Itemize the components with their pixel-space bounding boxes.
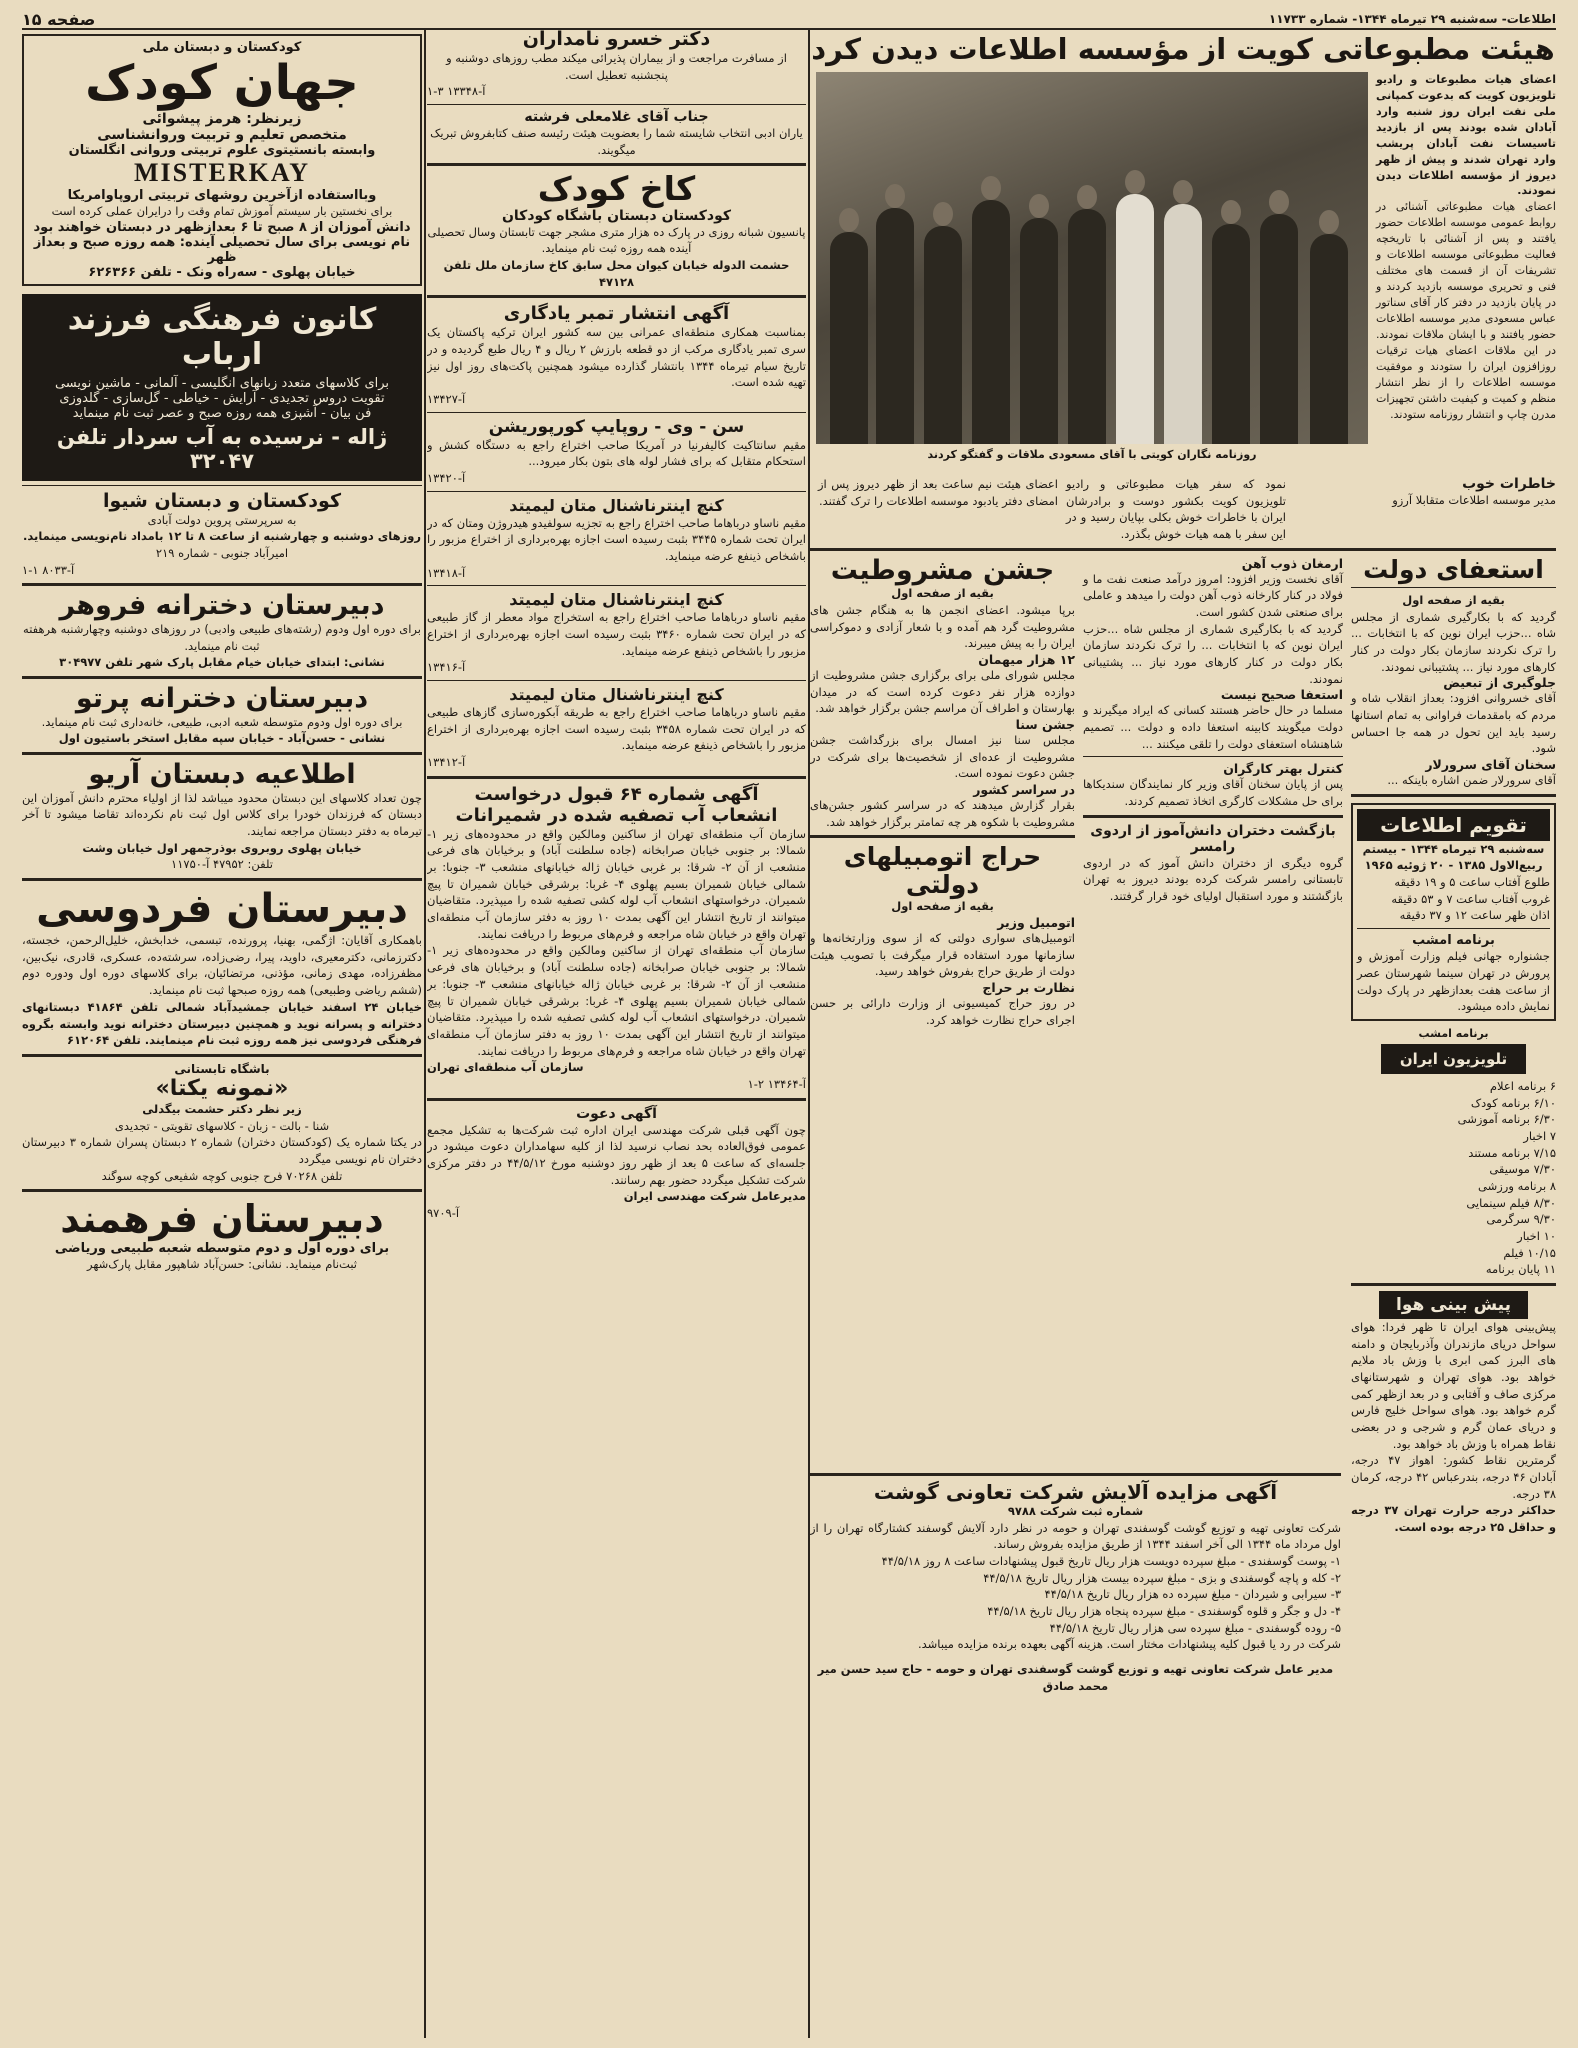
tv-program-item: ۶ برنامه اعلام bbox=[1489, 1078, 1556, 1093]
meat-list bbox=[810, 1553, 1341, 1636]
calendar-line1: سه‌شنبه ۲۹ تیرماه ۱۳۴۴ - بیستم ربیع‌الاول ۱۳۸۵ - ۲۰ ژوئیه ۱۹۶۵ bbox=[1362, 841, 1545, 873]
weather-box bbox=[1351, 1291, 1556, 1536]
calendar-line2: طلوع آفتاب ساعت ۵ و ۱۹ دقیقه bbox=[1394, 875, 1550, 890]
meat-lot-item: ۵- روده گوسفندی - مبلغ سپرده سی هزار ریال تاریخ ۴۴/۵/۱۸ bbox=[1049, 1620, 1341, 1635]
lead-headline: هیئت مطبوعاتی کویت از مؤسسه اطلاعات دیدن کرد bbox=[811, 32, 1555, 66]
lower-right-columns bbox=[810, 556, 1556, 1536]
khosro-code: آ-۱۳۳۴۸ ۳-۱ bbox=[427, 84, 486, 99]
calendar-line4: اذان ظهر ساعت ۱۲ و ۳۷ دقیقه bbox=[1399, 908, 1550, 923]
invite-code: آ-۹۷۰۹ bbox=[427, 1205, 460, 1220]
resign-sub3-text: آقای نخست وزیر افزود: امروز درآمد صنعت نفت ما و فولاد در کنار کارخانه ذوب آهن دولت را میدهد و عاملی برای صنعتی شدن کشور است. bbox=[1083, 571, 1343, 619]
calendar-title: تقویم اطلاعات bbox=[1357, 809, 1550, 841]
constitution-sub1-text: مجلس شورای ملی برای برگزاری جشن مشروطیت از دوازده هزار نفر دعوت کرده است که در میدان بهارستان و اطراف آن مراسم جشن برگزار خواهد شد. bbox=[810, 667, 1075, 716]
camp-text: گروه دیگری از دختران دانش آموز که در اردوی تابستانی رامسر شرکت کرده بودند دیروز به تهران بازگشتند و مورد استقبال اولیای خود قرار گرفتند. bbox=[1083, 855, 1343, 903]
kids-world-title: جهان کودک bbox=[85, 55, 359, 111]
calendar-box bbox=[1351, 803, 1556, 1021]
natl3-code: آ-۱۳۴۱۲ bbox=[427, 755, 466, 770]
resign-column bbox=[1351, 556, 1556, 1536]
yekta-kicker: باشگاه تابستانی bbox=[174, 1061, 270, 1076]
kids-world-line3: وابسته بانستیتوی علوم تربیتی وروانی انگلستان bbox=[68, 143, 376, 158]
invite-sign: مدیرعامل شرکت مهندسی ایران bbox=[623, 1189, 806, 1204]
constitution-sub3-text: بقرار گزارش میدهند که در سراسر کشور جشن‌های مشروطیت با شکوه هر چه تمامتر برگزار خواهد شد. bbox=[810, 797, 1075, 829]
yekta-line1: زیر نظر دکتر حشمت بیگدلی bbox=[142, 1101, 302, 1116]
constitution-text: برپا میشود. اعضای انجمن ها به هنگام جشن های مشروطیت گرد هم آمده و با شعار آزادی و دموکراسی ایران را به پیش میبرند. bbox=[810, 602, 1075, 651]
farshteh-text: یاران ادبی انتخاب شایسته شما را بعضویت هیئت رئیسه صنف کتابفروش تبریک میگویند. bbox=[430, 126, 803, 157]
yekta-line4: تلفن ۷۰۲۶۸ فرح جنوبی کوچه شفیعی کوچه سوگند bbox=[101, 1168, 343, 1183]
lead-intro: اعضای هیات مطبوعات و رادیو تلویزیون کویت که بدعوت کمپانی ملی نفت ایران روز شنبه وارد آبادان شده بودند پس از بازدید تاسیسات نفت آبادان پریشب وارد تهران شدند و پیش از ظهر دیروز از مؤسسه اطلاعات دیدن نمودند. bbox=[1376, 72, 1556, 198]
kanoon-ad bbox=[22, 294, 422, 481]
water-sign: سازمان آب منطقه‌ای تهران bbox=[427, 1060, 584, 1075]
khosro-title: دکتر خسرو نامداران bbox=[522, 28, 711, 50]
kakh-text: پانسیون شبانه روزی در پارک ده هزار متری مشجر جهت تابستان وسال تحصیلی آینده همه روزه ثبت نام مینماید. bbox=[427, 224, 806, 256]
parto-title: دبیرستان دخترانه پرتو bbox=[75, 683, 369, 715]
tv-program-item: ۸ برنامه ورزشی bbox=[1478, 1178, 1556, 1193]
forouhar-title: دبیرستان دخترانه فروهر bbox=[59, 590, 385, 622]
tonight-text: جشنواره جهانی فیلم وزارت آموزش و پرورش در تهران سینما شهرستان عصر از ساعت هفت بعدازظهر در پارک دولت نمایش داده میشود. bbox=[1357, 949, 1550, 1014]
meat-lot-item: ۴- دل و جگر و قلوه گوسفندی - مبلغ سپرده پنجاه هزار ریال تاریخ ۴۴/۵/۱۸ bbox=[987, 1604, 1341, 1619]
parto-address: نشانی - حسن‌آباد - خیابان سپه مقابل استخر باستیون اول bbox=[58, 731, 386, 746]
tv-box bbox=[1351, 1027, 1556, 1278]
kids-world-line2: متخصص تعلیم و تربیت وروانشناسی bbox=[97, 127, 347, 143]
resign-cont: بقیه از صفحه اول bbox=[1402, 593, 1505, 608]
camp-title: بازگشت دختران دانش‌آموز از اردوی رامسر bbox=[1090, 822, 1336, 855]
auction-cont: بقیه از صفحه اول bbox=[891, 899, 994, 914]
ferdowsi-address: خیابان ۲۴ اسفند خیابان جمشیدآباد شمالی تلفن ۴۱۸۶۴ دبستانهای دخترانه و پسرانه نوید و همچنین دبیرستان دخترانه نوید وابسته بگروه فرهنگی فردوسی نیز همه روزه ثبت نام مینمایند. تلفن ۶۱۲۰۶۴ bbox=[22, 999, 422, 1048]
tv-program-item: ۶/۱۰ برنامه کودک bbox=[1470, 1095, 1556, 1110]
auction-sub3: نظارت بر حراج bbox=[982, 980, 1075, 996]
lead-after-photo-2: نمود که سفر هیات مطبوعاتی و رادیو تلویزیون کویت بکشور دوست و برادرشان ایران با خاطرات خوش بکلی بپایان رسید و در این سفر با همه هیات خوش بگذرد. bbox=[1066, 476, 1286, 541]
natl2-title: کنچ اینترناشنال متان لیمیتد bbox=[509, 590, 724, 610]
kakh-address: حشمت الدوله خیابان کیوان محل سابق کاخ سازمان ملل تلفن ۴۷۱۲۸ bbox=[443, 258, 790, 289]
constitution-sub2: جشن سنا bbox=[1015, 716, 1075, 732]
water-text-2: سازمان آب منطقه‌ای تهران از ساکنین ومالکین واقع در محدوده‌های زیر ۱- شمالا: بر جنوبی خیابان صرابخانه (جاده سلطنت آباد) و برخیابان های فرعی منشعب از آن ۲- شرقا: بر غربی خیابان ژاله خیابانهای منشعب ۳- جنوبا: بر شمالی خیابان شمیران بسیم پهلوی ۴- غربا: برشرقی خیابان شمیران تا پیچ شمیران. درخواستهای انشعاب آب لوله کشی تصفیه شده را میپذیرد. متقاضیان میتوانند از تاریخ انتشار این آگهی بمدت ۱۰ روز به دفتر سازمان آب منطقه‌ای تهران واقع در خیابان شاه مراجعه و فرم‌های مربوط را دریافت نمایند. bbox=[427, 943, 806, 1058]
tv-program-item: ۱۱ پایان برنامه bbox=[1485, 1262, 1556, 1277]
kids-world-line8: خیابان پهلوی - سه‌راه ونک - تلفن ۶۲۶۳۶۶ bbox=[88, 264, 356, 280]
tv-label: برنامه امشب bbox=[1418, 1026, 1489, 1040]
kakh-line1: کودکستان دبستان باشگاه کودکان bbox=[501, 207, 732, 224]
resign-sub3: ارمغان ذوب آهن bbox=[1241, 555, 1343, 571]
stamp-text: بمناسبت همکاری منطقه‌ای عمرانی بین سه کشور ایران ترکیه پاکستان یک سری تمبر یادگاری مرکب از دو قطعه بارزش ۲ ریال و ۴ ریال طبع گردیده و در تاریخ سیام تیرماه ۱۳۴۴ بانتشار گذارده میشود همچنین پاکت‌های روز اول نیز تهیه شده است. bbox=[427, 325, 806, 390]
tv-list bbox=[1351, 1078, 1556, 1278]
water-title-2: انشعاب آب تصفیه شده در شمیرانات bbox=[455, 804, 778, 826]
tv-program-item: ۷/۱۵ برنامه مستند bbox=[1468, 1145, 1556, 1160]
middle-column bbox=[427, 28, 806, 2038]
memories-text: مدیر موسسه اطلاعات متقابلا آرزو bbox=[1392, 492, 1556, 507]
lead-after-photo: اعضای هیئت نیم ساعت بعد از ظهر دیروز پس از امضای دفتر یادبود موسسه اطلاعات را ترک گفتند. bbox=[818, 476, 1058, 508]
natl3-text: مقیم ناساو درباهاما صاحب اختراع راجع به طریقه آبکوره‌سازی گازهای طبیعی که در ایران تحت شماره ۳۴۵۸ بثبت رسیده است اجازه بهره‌برداری از اختراع مزبور را باشخاص ذینفع عرضه مینماید. bbox=[427, 705, 806, 753]
resign-sub2: سخنان آقای سرورلار bbox=[1425, 757, 1556, 773]
constitution-cont: بقیه از صفحه اول bbox=[891, 586, 994, 601]
khosro-text: از مسافرت مراجعت و از بیماران پذیرائی میکند مطب روزهای دوشنبه و پنجشنبه تعطیل است. bbox=[446, 51, 787, 82]
right-wide-area bbox=[810, 28, 1556, 2038]
auction-sub3-text: در روز حراج کمیسیونی از وزارت دارائی بر حسن اجرای حراج نظارت خواهد کرد. bbox=[810, 996, 1075, 1027]
auction-sub1-text: اتومبیل‌های سواری دولتی که از سوی وزارتخانه‌ها و سازمانها مورد استفاده قرار میگرفت با تصویب هیئت دولت از طریق حراج بفروش خواهد رسید. bbox=[810, 931, 1075, 979]
constitution-column bbox=[810, 556, 1075, 1536]
kanoon-line1: برای کلاسهای متعدد زبانهای انگلیسی - آلمانی - ماشین نویسی bbox=[54, 375, 390, 391]
kakh-title: کاخ کودک bbox=[537, 169, 696, 209]
ferdowsi-title: دبیرستان فردوسی bbox=[36, 886, 408, 933]
invite-title: آگهی دعوت bbox=[576, 1105, 657, 1122]
shiva-code: آ-۸۰۳۳ ۱-۱ bbox=[22, 562, 75, 577]
cv-text: مقیم سانتاکیت کالیفرنیا در آمریکا صاحب اختراع راجع به دستگاه کشش و استحکام متقابل که برای فشار لوله های بتون بکار میرود... bbox=[427, 437, 806, 469]
kids-world-line6: دانش آموزان از ۸ صبح تا ۶ بعدازظهر در دبستان خواهند بود bbox=[33, 219, 411, 235]
left-column bbox=[22, 28, 422, 2038]
aryo-code: تلفن: ۴۷۹۵۲ آ-۱۱۷۵۰ bbox=[171, 857, 273, 872]
constitution-sub2-text: مجلس سنا نیز امسال برای بزرگداشت جشن مشروطیت از عده‌ای از شخصیت‌ها برای شرکت در جشن دعوت نموده است. bbox=[810, 732, 1075, 781]
auction-sub2: کنترل بهتر کارگران bbox=[1223, 761, 1343, 777]
natl1-title: کنچ اینترناشنال متان لیمیتد bbox=[509, 495, 724, 515]
meat-text: شرکت تعاونی تهیه و توزیع گوشت گوسفندی تهران و حومه در نظر دارد آلایش گوسفند کشتارگاه تهران را از اول مرداد ماه ۱۳۴۴ الی آخر اسفند ۱۳۴۴ از طریق مزایده بفروش رساند. bbox=[810, 1520, 1341, 1552]
water-title-1: آگهی شماره ۶۴ قبول درخواست bbox=[474, 783, 759, 805]
natl2-text: مقیم ناساو درباهاما صاحب اختراع راجع به استخراج مواد معطر از گاز طبیعی که در ایران تحت شماره ۳۴۶۰ بثبت رسیده است اجازه بهره‌برداری از اختراع مزبور را باشخاص ذینفع عرضه مینماید. bbox=[427, 610, 806, 658]
farhamand-title: دبیرستان فرهمند bbox=[60, 1197, 384, 1242]
auction-sub2-text: پس از پایان سخنان آقای وزیر کار نمایندگان سندیکاها برای حل مشکلات کارگری اتخاذ تصمیم کردند. bbox=[1083, 777, 1343, 808]
natl1-text: مقیم ناساو درباهاما صاحب اختراع راجع به تجزیه سولفیدو هیدروژن ومتان که در ایران تحت شماره ۳۴۴۵ بثبت رسیده است اجازه بهره‌برداری از اختراع مزبور را باشخاص ذینفع عرضه مینماید. bbox=[427, 515, 806, 564]
lead-photo-block bbox=[816, 72, 1368, 472]
lead-photo-caption: روزنامه نگاران کویتی با آقای مسعودی ملاقات و گفتگو کردند bbox=[927, 447, 1257, 461]
meat-tender bbox=[810, 1468, 1341, 1694]
aryo-title: اطلاعیه دبستان آریو bbox=[88, 759, 356, 791]
shiva-line2: روزهای دوشنبه و چهارشنبه از ساعت ۸ تا ۱۲ بامداد نام‌نویسی مینماید. bbox=[23, 529, 421, 544]
resign-text-b: گردید که با بکارگیری شماری از مجلس شاه ...حزب ایران نوین که با انتخابات ... را ترک نکردند سازمان بکار دولت در کنار کارهای مورد نیاز ... پشتیبانی نمودند. bbox=[1083, 621, 1343, 686]
constitution-sub1: ۱۲ هزار میهمان bbox=[978, 651, 1075, 667]
cv-code: آ-۱۳۴۲۰ bbox=[427, 471, 466, 486]
yekta-line3: در یکتا شماره یک (کودکستان دختران) شماره ۲ دبستان پسران شماره ۳ دبیرستان دختران نام نویسی میگردد bbox=[22, 1135, 422, 1166]
weather-logo: پیش بینی هوا bbox=[1379, 1291, 1528, 1319]
lead-memories bbox=[1294, 476, 1556, 543]
lead-photo bbox=[816, 72, 1368, 444]
forouhar-text: برای دوره اول ودوم (رشته‌های طبیعی وادبی) در روزهای دوشنبه وچهارشنبه هرهفته ثبت نام مینماید. bbox=[23, 622, 421, 653]
middle-right-column bbox=[1083, 556, 1343, 1536]
memories-title: خاطرات خوب bbox=[1462, 475, 1556, 492]
kids-world-latin: MISTERKAY bbox=[134, 158, 310, 187]
lead-text-column bbox=[1376, 72, 1556, 472]
header-date-line: اطلاعات- سه‌شنبه ۲۹ تیرماه ۱۳۴۴- شماره ۱۱۷۳۳ bbox=[1268, 12, 1556, 26]
constitution-sub3: در سراسر کشور bbox=[973, 781, 1075, 797]
farhamand-line2: ثبت‌نام مینماید. نشانی: حسن‌آباد شاهپور مقابل پارک‌شهر bbox=[86, 1257, 358, 1272]
tv-program-item: ۸/۳۰ فیلم سینمایی bbox=[1466, 1195, 1556, 1210]
tv-program-item: ۶/۳۰ برنامه آموزشی bbox=[1457, 1112, 1556, 1127]
header-page-label: صفحه ۱۵ bbox=[22, 9, 96, 29]
yekta-line2: شنا - بالت - زبان - کلاسهای تقویتی - تجدیدی bbox=[114, 1118, 330, 1133]
meat-reg: شماره ثبت شرکت ۹۷۸۸ bbox=[1007, 1504, 1144, 1518]
shiva-line1: به سرپرستی پروین دولت آبادی bbox=[147, 512, 297, 527]
ferdowsi-text: باهمکاری آقایان: اژگمی، بهنیا، پرورنده، تبسمی، خدابخش، خلیل‌الرحمن، خجسته، دکترزمانی، دکترمعیری، داوید، پیرا، رضی‌زاده، سرشته‌ده، عسکری، قادری، نیک‌بین، مظفرزاده، مهدی زمانی، مؤذنی، مرتضائیان، برای کلاسهای دوره اول ودوره دوم (ششم ریاضی وطبیعی) همه روزه صبحها ثبت نام مینماید. bbox=[22, 933, 422, 998]
weather-tehran: حداکثر درجه حرارت تهران ۳۷ درجه و حداقل ۲۵ درجه بوده است. bbox=[1351, 1503, 1556, 1534]
tv-program-item: ۷ اخبار bbox=[1523, 1128, 1556, 1143]
farhamand-line1: برای دوره اول و دوم متوسطه شعبه طبیعی وریاضی bbox=[54, 1241, 390, 1257]
cv-title: سن - وی - روپایپ کورپوریشن bbox=[488, 416, 745, 437]
lead-body: اعضای هیات مطبوعاتی آشنائی در روابط عمومی موسسه اطلاعات حضور یافتند و پس از آشنائی با تاریخچه فعالیت مطبوعاتی موسسه اطلاعات و تشریفات آن از قسمت های مختلف فنی و تحریری موسسه بازدید کردند و در پایان بازدید در دفتر کار آقای سناتور عباس مسعودی مدیر موسسه اطلاعات حضور یافتند و با ایشان ملاقات نمودند. در این ملاقات اعضای هیات ترقیات روزافزون ایران را ستودند و موفقیت موسسه اطلاعات را از نظر انتشار منظم و کمیت و کیفیت داشتن تجهیزات مدرن چاپ و انتشار روزنامه ستودند. bbox=[1376, 200, 1556, 421]
kids-world-ad bbox=[22, 34, 422, 286]
invite-text: چون آگهی قبلی شرکت مهندسی ایران اداره ثبت شرکت‌ها به تشکیل مجمع عمومی فوق‌العاده بحد نصاب نرسید لذا از کلیه سهامداران دعوت میشود در جلسه‌ای که ساعت ۵ بعد از ظهر روز دوشنبه مورخ ۴۴/۵/۱۲ در دفتر مرکزی شرکت تشکیل میگردد حضور بهم رسانند. bbox=[427, 1122, 806, 1187]
natl1-code: آ-۱۳۴۱۸ bbox=[427, 565, 466, 580]
kids-world-line1: زیرنظر: هرمز پیشوائی bbox=[142, 111, 302, 127]
meat-lot-item: ۱- پوست گوسفندی - مبلغ سپرده دویست هزار ریال تاریخ قبول پیشنهادات ساعت ۸ روز ۴۴/۵/۱۸ bbox=[881, 1554, 1341, 1569]
water-code: آ-۱۳۴۶۴ ۲-۱ bbox=[747, 1076, 806, 1091]
kids-world-line5: برای نخستین بار سیستم آموزش تمام وقت را درایران عملی کرده است bbox=[51, 204, 393, 218]
kanoon-title: کانون فرهنگی فرزند ارباب bbox=[67, 301, 377, 372]
resign-sub4-text: مسلما در حال حاضر هستند کسانی که ایراد میگیرند و دولت میگویند کابینه استعفا داده و دولت ... تصمیم شاهنشاه استعفای دولت را تلقی میکنند ... bbox=[1083, 703, 1343, 751]
shiva-line3: امیرآباد جنوبی - شماره ۲۱۹ bbox=[155, 546, 289, 561]
aryo-address: خیابان پهلوی روبروی بوذرجمهر اول خیابان وشت bbox=[82, 840, 362, 855]
resign-sub4: استعفا صحیح نیست bbox=[1220, 687, 1343, 703]
column-rule bbox=[424, 28, 426, 2038]
yekta-title: «نمونه یکتا» bbox=[155, 1075, 289, 1101]
shiva-title: کودکستان و دبستان شیوا bbox=[102, 489, 342, 512]
aryo-text: چون تعداد کلاسهای این دبستان محدود میباشد لذا از اولیاء محترم دانش آموزان این دبستان که فرزندان خودرا برای کلاس اول ثبت نام نکرده‌اند تقاضا میشود تا آخر تیرماه به دفتر دبستان مراجعه نمایند. bbox=[22, 790, 422, 839]
resign-sub1-text: آقای خسروانی افزود: بعداز انقلاب شاه و مردم که بامقدمات فراوانی به تمام استانها رسید باید این تحول در همه جا احساس شود. bbox=[1351, 691, 1556, 756]
weather-text: پیش‌بینی هوای ایران تا ظهر فردا: هوای سواحل دریای مازندران وآذربایجان و دامنه های البرز کمی ابری با وزش باد ملایم خواهد بود. هوای تهران و شهرستانهای مرکزی صاف و آفتابی و در بعد ازظهر کمی گرم خواهد بود. هوای سواحل خلیج فارس و دریای عمان گرم و شرجی و در بعضی نقاط همراه با وزش باد خواهد بود. bbox=[1351, 1319, 1556, 1451]
stamp-title: آگهی انتشار تمبر یادگاری bbox=[503, 303, 730, 325]
tv-program-item: ۱۰/۱۵ فیلم bbox=[1503, 1245, 1556, 1260]
parto-text: برای دوره اول ودوم متوسطه شعبه ادبی، طبیعی، خانه‌داری ثبت نام مینماید. bbox=[41, 714, 403, 729]
meat-title: آگهی مزایده آلایش شرکت تعاونی گوشت bbox=[873, 1480, 1278, 1504]
auction-sub1: اتومبیل وزیر bbox=[997, 915, 1075, 930]
tonight-title: برنامه امشب bbox=[1412, 933, 1495, 949]
weather-rest: گرمترین نقاط کشور: اهواز ۴۷ درجه، آبادان ۴۶ درجه، بندرعباس ۴۲ درجه، کرمان ۳۸ درجه. bbox=[1351, 1453, 1556, 1501]
resign-text: گردید که با بکارگیری شماری از مجلس شاه ...حزب ایران نوین که با انتخابات ... را ترک نکردند سازمان بکار دولت در کنار کارهای مورد نیاز ... پشتیبانی نمودند. bbox=[1351, 609, 1556, 674]
forouhar-address: نشانی: ابتدای خیابان خیام مقابل پارک شهر تلفن ۳۰۴۹۷۷ bbox=[59, 655, 385, 670]
resign-sub2-text: آقای سرورلار ضمن اشاره باینکه ... bbox=[1387, 773, 1556, 788]
meat-sign: مدیر عامل شرکت تعاونی تهیه و توزیع گوشت گوسفندی تهران و حومه - حاج سید حسن میر محمد صادق bbox=[817, 1662, 1334, 1693]
farshteh-title: جناب آقای غلامعلی فرشته bbox=[524, 109, 709, 126]
tv-program-item: ۷/۳۰ موسیقی bbox=[1489, 1162, 1556, 1177]
resign-title: استعفای دولت bbox=[1363, 554, 1544, 584]
kids-world-line4: وبااستفاده ازآخرین روشهای تربیتی اروپاوامریکا bbox=[67, 188, 377, 203]
meat-lot-item: ۲- کله و پاچه گوسفندی و بزی - مبلغ سپرده بیست هزار ریال تاریخ ۴۴/۵/۱۸ bbox=[983, 1570, 1341, 1585]
meat-terms: شرکت در رد یا قبول کلیه پیشنهادات مختار است. هزینه آگهی بعهده برنده مزایده میباشد. bbox=[917, 1637, 1341, 1652]
lead-row bbox=[810, 72, 1556, 472]
tv-logo: تلویزیون ایران bbox=[1381, 1044, 1526, 1074]
tv-program-item: ۹/۳۰ سرگرمی bbox=[1486, 1212, 1556, 1227]
kids-world-kicker: کودکستان و دبستان ملی bbox=[142, 40, 302, 55]
auction-title: حراج اتومبیلهای دولتی bbox=[843, 842, 1042, 899]
resign-sub1: جلوگیری از تبعیض bbox=[1443, 675, 1556, 691]
water-text: سازمان آب منطقه‌ای تهران از ساکنین ومالکین واقع در محدوده‌های زیر ۱- شمالا: بر جنوبی خیابان صرابخانه (جاده سلطنت آباد) و برخیابان های فرعی منشعب از آن ۲- شرقا: بر غربی خیابان ژاله خیابانهای منشعب ۳- جنوبا: بر شمالی خیابان شمیران بسیم پهلوی ۴- غربا: برشرقی خیابان شمیران تا پیچ شمیران. درخواستهای انشعاب آب لوله کشی تصفیه شده را میپذیرد. متقاضیان میتوانند از تاریخ انتشار این آگهی بمدت ۱۰ روز به دفتر سازمان آب منطقه‌ای تهران واقع در خیابان شاه مراجعه و فرم‌های مربوط را دریافت نمایند. bbox=[427, 826, 806, 941]
page-header bbox=[22, 10, 1556, 30]
lead-tail-row bbox=[810, 476, 1556, 543]
kanoon-line3: فن بیان - آشپزی همه روزه صبح و عصر ثبت نام مینماید bbox=[72, 405, 372, 421]
kids-world-line7: نام نویسی برای سال تحصیلی آینده: همه روزه صبح و بعداز ظهر bbox=[33, 234, 411, 265]
meat-lot-item: ۳- سیرابی و شیردان - مبلغ سپرده ده هزار ریال تاریخ ۴۴/۵/۱۸ bbox=[1044, 1587, 1341, 1602]
calendar-line3: غروب آفتاب ساعت ۷ و ۵۳ دقیقه bbox=[1391, 891, 1550, 906]
tv-program-item: ۱۰ اخبار bbox=[1517, 1228, 1556, 1243]
kanoon-line2: تقویت دروس تجدیدی - آرایش - خیاطی - گل‌سازی - گلدوزی bbox=[59, 390, 385, 406]
stamp-code: آ-۱۳۴۲۷ bbox=[427, 392, 466, 407]
constitution-title: جشن مشروطیت bbox=[830, 554, 1055, 586]
natl2-code: آ-۱۳۴۱۶ bbox=[427, 660, 466, 675]
natl3-title: کنچ اینترناشنال متان لیمیتد bbox=[509, 685, 724, 705]
kanoon-line4: ژاله - نرسیده به آب سردار تلفن ۳۲۰۴۷ bbox=[56, 424, 388, 473]
